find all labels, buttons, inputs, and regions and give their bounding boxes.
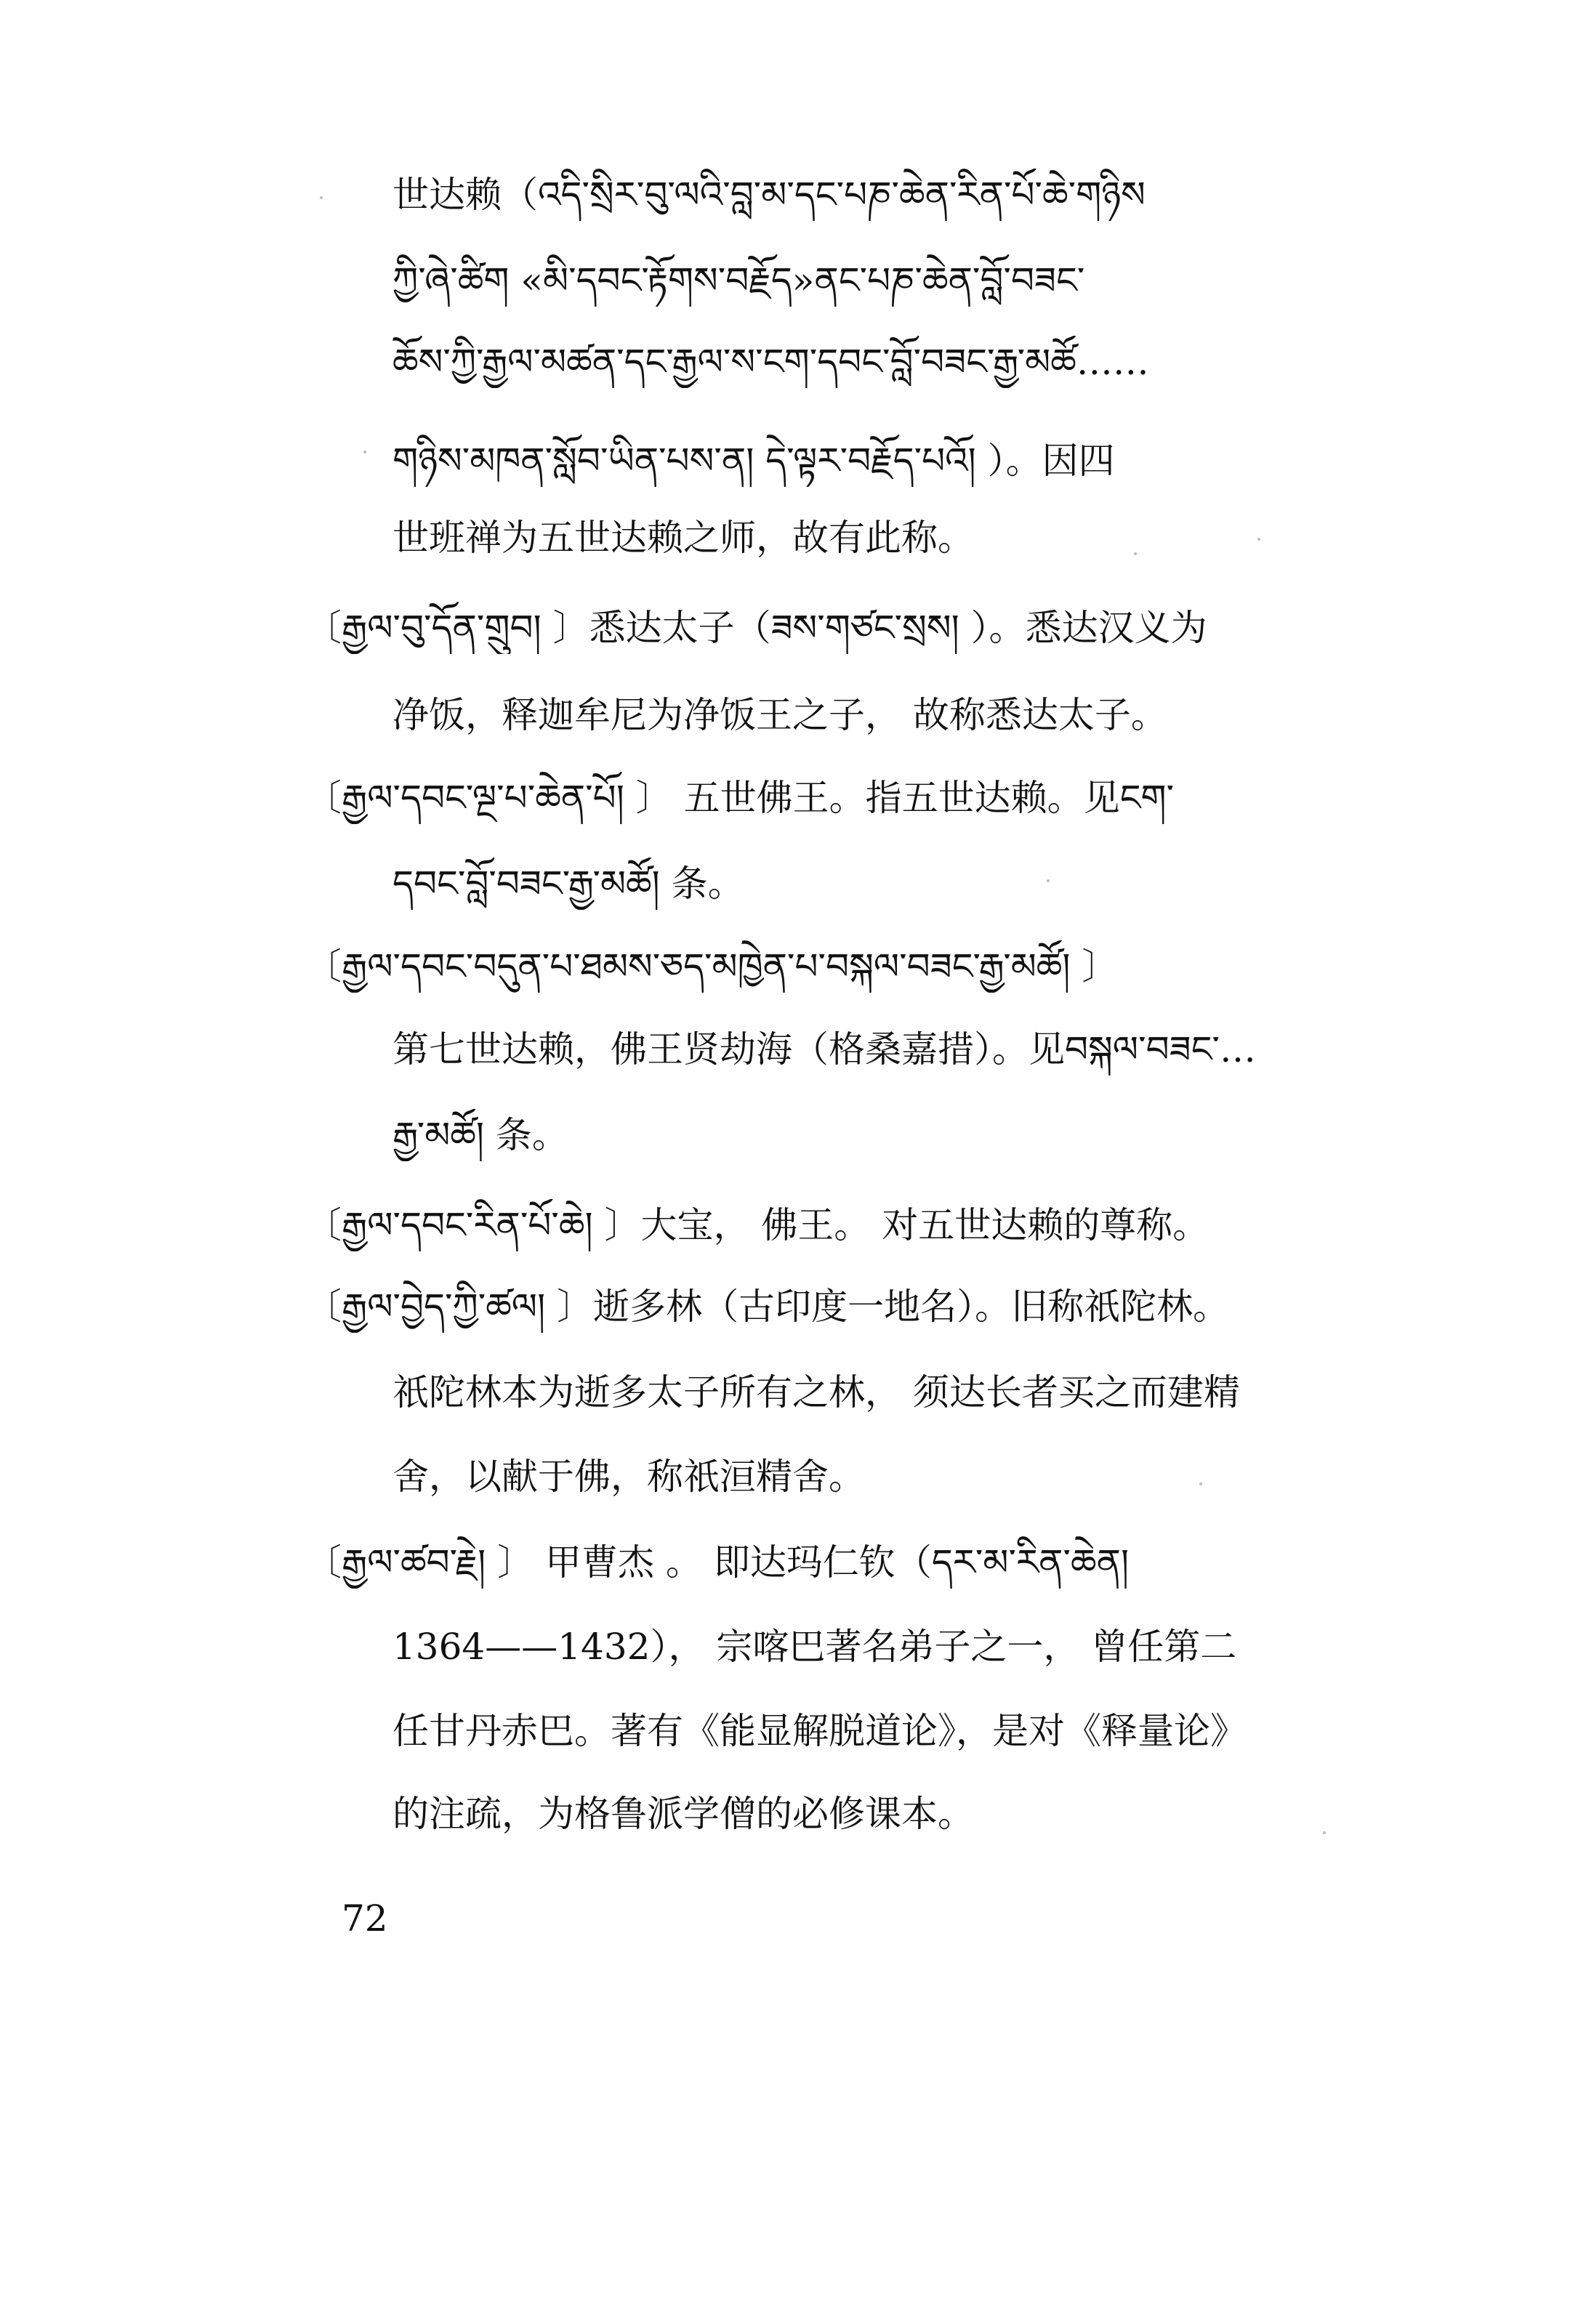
entry-headword-line: 〔རྒྱལ་དབང་བདུན་པ་ཐམས་ཅད་མཁྱེན་པ་བསྐལ་བཟང་རྒྱ་མཚོ། 〕 <box>305 945 1119 988</box>
text-line: དབང་བློ་བཟང་རྒྱ་མཚོ། 条。 <box>393 863 744 905</box>
scan-speck <box>1134 552 1137 555</box>
text-line: 任甘丹赤巴。著有《能显解脱道论》，是对《释量论》 <box>393 1710 1247 1752</box>
entry-headword-line: 〔རྒྱལ་དབང་ལྔ་པ་ཆེན་པོ། 〕 五世佛王。指五世达赖。见ངག་ <box>305 777 1175 819</box>
entry-headword-line: 〔རྒྱལ་ཚབ་རྗེ། 〕 甲曹杰 。 即达玛仁钦（དར་མ་རིན་ཆེན། <box>305 1541 1130 1583</box>
entry-headword-line: 〔རྒྱལ་བུ་དོན་གྲུབ། 〕悉达太子（ཟས་གཙང་སྲས། ）。悉达汉义为 <box>305 607 1207 649</box>
scan-speck <box>1323 1831 1326 1834</box>
text-line: 舍，以献于佛，称祇洹精舍。 <box>393 1456 865 1498</box>
text-line: 的注疏，为格鲁派学僧的必修课本。 <box>393 1793 974 1835</box>
text-line: གཉིས་མཁན་སློབ་ཡིན་པས་ན། དེ་ལྟར་བརྗོད་པའོ། ）。因四 <box>393 440 1115 482</box>
text-line: ཀྱི་ཞེ་ཚིག «མི་དབང་རྟོགས་བརྗོད»ནང་པཎ་ཆེན་བློ་བཟང་ <box>393 259 1085 302</box>
text-line: 净饭，释迦牟尼为净饭王之子， 故称悉达太子。 <box>393 694 1167 736</box>
entry-headword-line: 〔རྒྱལ་དབང་རིན་པོ་ཆེ། 〕大宝， 佛王。 对五世达赖的尊称。 <box>305 1204 1209 1246</box>
scan-speck <box>363 451 366 453</box>
entry-headword-line: 〔རྒྱལ་བྱེད་ཀྱི་ཚལ། 〕逝多林（古印度一地名）。旧称祇陀林。 <box>305 1286 1230 1328</box>
scan-speck <box>320 196 323 199</box>
text-line: 世达赖（འདི་སྲིར་བུ་ལའི་བླ་མ་དང་པཎ་ཆེན་རིན་པོ་ཆེ་གཉིས <box>393 174 1146 216</box>
scan-speck <box>1257 538 1260 541</box>
text-line: 世班禅为五世达赖之师，故有此称。 <box>393 517 974 559</box>
text-line: རྒྱ་མཚོ། 条。 <box>393 1114 568 1156</box>
text-line: 第七世达赖，佛王贤劫海（格桑嘉措）。见བསྐལ་བཟང་… <box>393 1028 1256 1070</box>
text-line: ཆོས་ཀྱི་རྒྱལ་མཚན་དང་རྒྱལ་ས་ངག་དབང་བློ་བཟང་རྒྱ་མཚོ…… <box>393 341 1149 383</box>
page-number: 72 <box>342 1897 388 1940</box>
text-line: 1364——1432）， 宗喀巴著名弟子之一， 曾任第二 <box>393 1626 1237 1668</box>
scan-speck <box>1047 879 1050 882</box>
scan-speck <box>1199 1482 1202 1485</box>
text-line: 祇陀林本为逝多太子所有之林， 须达长者买之而建精 <box>393 1371 1240 1413</box>
